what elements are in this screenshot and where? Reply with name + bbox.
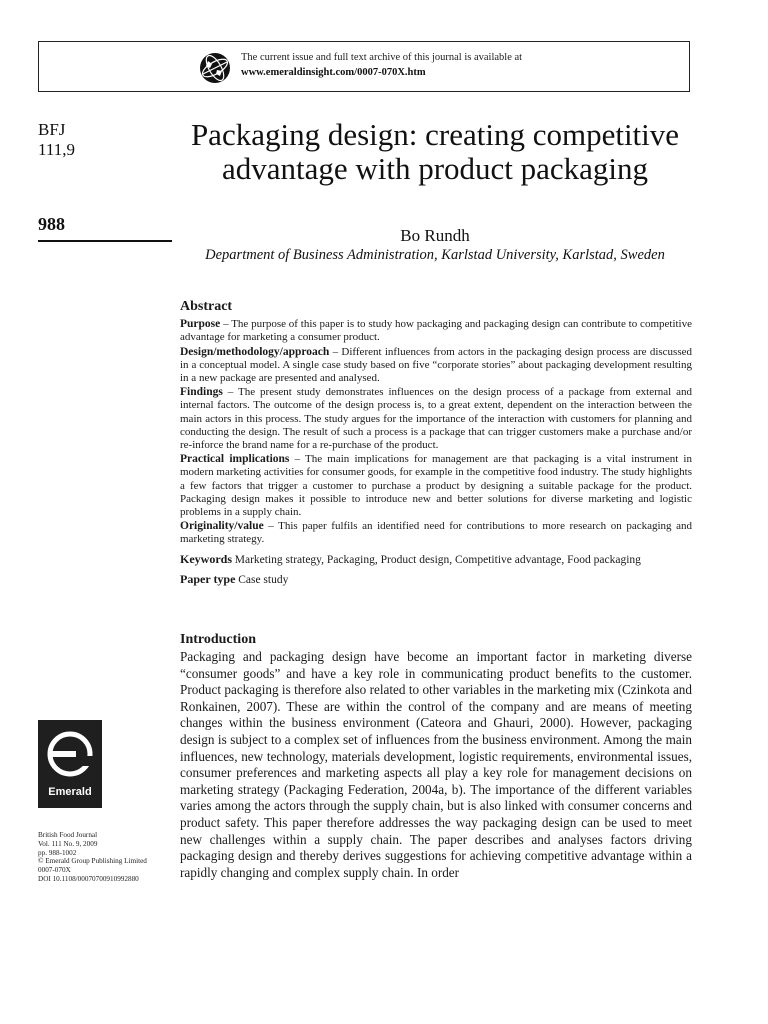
abstract-originality: [180, 520, 692, 546]
citation-volume: Vol. 111 No. 9, 2009: [38, 839, 98, 848]
abstract-design: [180, 346, 692, 386]
emerald-logo: [38, 720, 102, 808]
abstract-label: Originality/value: [180, 520, 264, 533]
abstract: [180, 300, 692, 588]
citation-doi: DOI 10.1108/00070700910992880: [38, 874, 139, 883]
paper-type-value: Case study: [238, 573, 289, 586]
abstract-purpose: [180, 318, 692, 344]
journal-code-block: [38, 120, 75, 160]
keywords-value: Marketing strategy, Packaging, Product design, Competitive advantage, Food packaging: [234, 553, 641, 566]
article-title: Packaging design: creating competitive advantage with product packaging: [190, 117, 680, 186]
keywords-label: Keywords: [180, 551, 232, 566]
keywords: [180, 553, 692, 567]
citation-block: [38, 831, 178, 884]
citation-copyright: © Emerald Group Publishing Limited: [38, 857, 147, 866]
introduction-section: [180, 632, 692, 881]
abstract-label: Findings: [180, 386, 223, 399]
abstract-label: Purpose: [180, 318, 221, 331]
paper-type-label: Paper type: [180, 571, 236, 586]
abstract-text: – The present study demonstrates influences on the design process of a package from external and internal factors. The outcome of the design process is, to a great extent, dependent on the interaction between the main actors in this process. The study argues for the importance of the interaction with customers for planning and conducting the design. The result of such a process is a package that can trigger customers make a purchase and/or re-inforce the brand name for a re-purchase of the product.: [180, 386, 692, 452]
citation-issn: 0007-070X: [38, 866, 71, 875]
page-number-rule: [38, 240, 172, 242]
banner-text: The current issue and full text archive of this journal is available at: [241, 52, 523, 63]
abstract-text: – This paper fulfils an identified need for contributions to more research on packaging and marketing strategy.: [180, 520, 692, 546]
citation-journal: British Food Journal: [38, 831, 98, 839]
abstract-heading: Abstract: [180, 299, 233, 314]
abstract-text: – The purpose of this paper is to study how packaging and packaging design can contribute to competitive advantage for marketing a consumer product.: [180, 318, 692, 344]
article-author: Bo Rundh: [400, 226, 470, 245]
abstract-text: – Different influences from actors in the packaging design process are discussed in a conceptual model. A single case study based on five “corporate stories” about packaging development resulting in a new package are presented and analysed.: [180, 345, 692, 385]
abstract-findings: [180, 386, 692, 452]
abstract-practical: [180, 453, 692, 519]
abstract-text: – The main implications for management are that packaging is a vital instrument in modern marketing activities for consumer goods, for example in the competitive food industry. The study highlights a few factors that trigger a customer to purchase a product by designing a suitable package for the product. Packaging design makes it possible to introduce new and better solutions for diverse marketing and logistic problems in a supply chain.: [180, 453, 692, 519]
journal-volume: 111,9: [38, 140, 75, 159]
journal-code: BFJ: [38, 120, 66, 139]
journal-banner: [38, 41, 690, 92]
author-affiliation: Department of Business Administration, Karlstad University, Karlstad, Sweden: [205, 247, 665, 263]
abstract-label: Design/methodology/approach: [180, 345, 330, 358]
citation-pages: pp. 988-1002: [38, 848, 77, 857]
emerald-logo-text: Emerald: [48, 786, 92, 798]
banner-url-link[interactable]: www.emeraldinsight.com/0007-070X.htm: [241, 67, 426, 78]
introduction-heading: Introduction: [180, 632, 256, 647]
emerald-e-icon: [38, 720, 102, 786]
page-number: 988: [38, 214, 65, 234]
globe-icon: [199, 52, 231, 84]
paper-type: [180, 573, 692, 587]
abstract-label: Practical implications: [180, 453, 290, 466]
introduction-body: Packaging and packaging design have become an important factor in marketing diverse “consumer goods” and have a key role in communicating product benefits to the customer. Product packaging is therefore also related to other variables in the marketing mix (Czinkota and Ronkainen, 2007). These are within the control of the company and are means of meeting changes within the business environment (Cateora and Ghauri, 2000). However, packaging design is subject to a complex set of influences from the business environment. Among the main influences, new technology, materials development, logistic requirements, environmental issues, consumer preferences and marketing aspects all play a key role for management decisions on marketing strategy (Packaging Federation, 2004a, b). The importance of the different variables varies among the actors through the supply chain, but is also linked with consumer concerns and product safety. This paper therefore addresses the way packaging design can be used to meet new challenges within a supply chain. The paper describes and analyses factors driving packaging design and thereby derives suggestions for achieving competitive advantage within a rapidly changing and complex supply chain. In order: [180, 649, 692, 880]
